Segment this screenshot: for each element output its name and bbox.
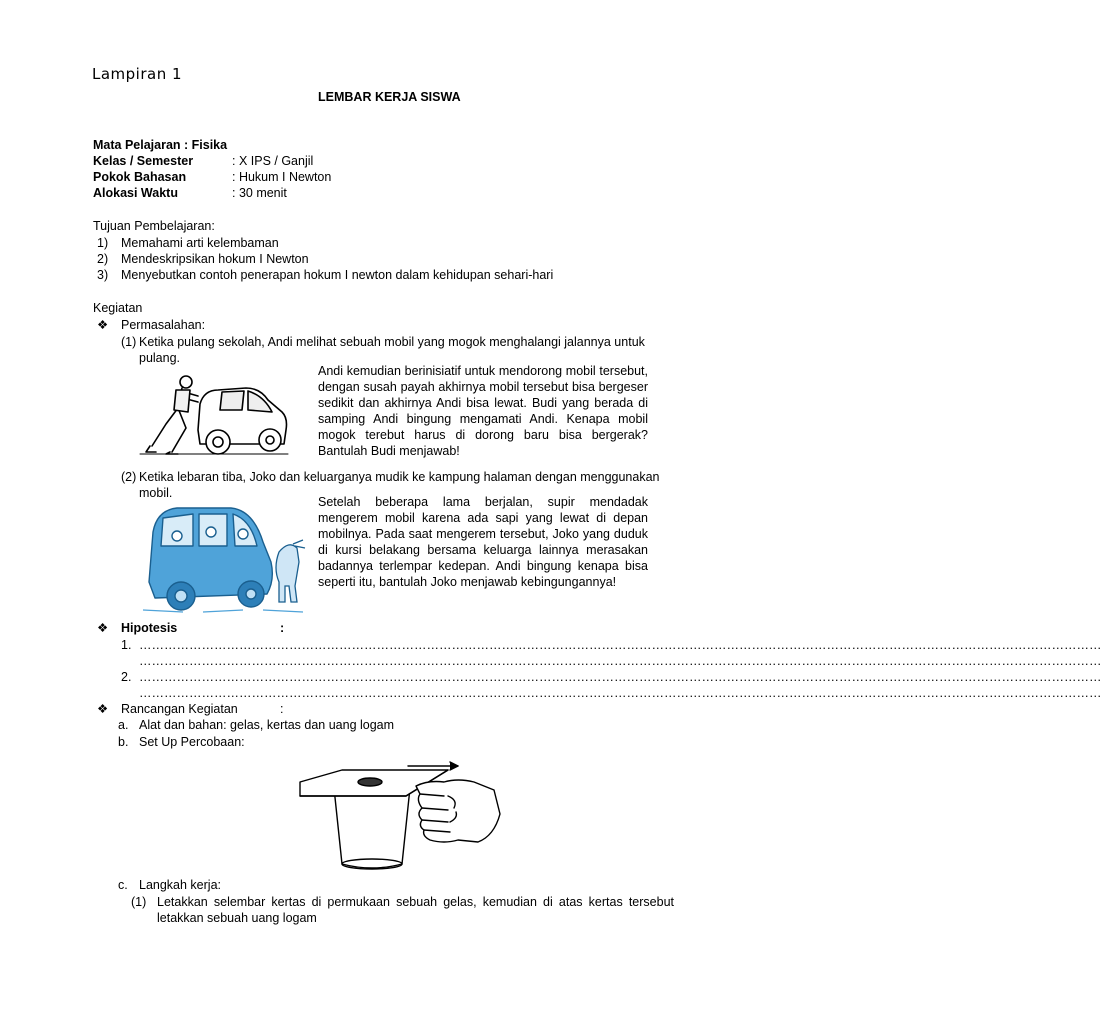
objective-num: 1) — [97, 236, 109, 250]
answer-line[interactable]: …………………………………………………………………………………………………………………………………………………………………………………………………………… — [139, 686, 1102, 700]
list-letter: b. — [118, 735, 129, 749]
design-colon: : — [280, 702, 284, 716]
objectives-heading: Tujuan Pembelajaran: — [93, 219, 215, 233]
list-letter: a. — [118, 718, 129, 732]
diamond-bullet-icon: ❖ — [97, 621, 109, 635]
glass-paper-coin-illustration — [298, 756, 503, 876]
problem1-line1: Ketika pulang sekolah, Andi melihat sebuah mobil yang mogok menghalangi jalannya untuk — [139, 335, 645, 349]
answer-line[interactable]: …………………………………………………………………………………………………………………………………………………………………………………………………………… — [139, 638, 1102, 652]
hypothesis-num: 1. — [121, 638, 132, 652]
steps-label: Langkah kerja: — [139, 878, 222, 892]
objective-num: 2) — [97, 252, 109, 266]
subject-label: Mata Pelajaran : Fisika — [93, 138, 228, 152]
problem2-line1: Ketika lebaran tiba, Joko dan keluarganya mudik ke kampung halaman dengan menggunakan — [139, 470, 660, 484]
step1-line2: letakkan sebuah uang logam — [157, 911, 317, 925]
problem2-description: Setelah beberapa lama berjalan, supir mendadak mengerem mobil karena ada sapi yang lewat di depan mobilnya. Pada saat mengerem tersebut, Joko yang duduk di kursi belakang bersama keluarga lainnya merasakan badannya terlempar kedepan. Andi bingung kenapa bisa seperti itu, bantulah Joko menjawab kebingungannya! — [318, 495, 648, 589]
problem-label: Permasalahan: — [121, 318, 206, 332]
list-letter: c. — [118, 878, 128, 892]
topic-label: Pokok Bahasan — [93, 170, 187, 184]
hypothesis-num: 2. — [121, 670, 132, 684]
materials-text: Alat dan bahan: gelas, kertas dan uang logam — [139, 718, 395, 732]
setup-label: Set Up Percobaan: — [139, 735, 245, 749]
problem1-description: Andi kemudian berinisiatif untuk mendorong mobil tersebut, dengan susah payah akhirnya mobil tersebut bisa bergeser sedikit dan akhirnya Andi bisa lewat. Budi yang berada di samping Andi bingung mengamati Andi. Kenapa mobil mogok terebut harus di dorong baru bisa bergerak? Bantulah Budi menjawab! — [318, 364, 648, 458]
attachment-label: Lampiran 1 — [92, 65, 183, 83]
hypothesis-colon: : — [280, 621, 285, 635]
diamond-bullet-icon: ❖ — [97, 318, 109, 332]
topic-value: : Hukum I Newton — [232, 170, 332, 184]
problem2-num: (2) — [121, 470, 137, 484]
answer-line[interactable]: …………………………………………………………………………………………………………………………………………………………………………………………………………… — [139, 654, 1102, 668]
objective-text: Mendeskripsikan hokum I Newton — [121, 252, 309, 266]
push-car-illustration — [138, 368, 293, 460]
problem1-line2: pulang. — [139, 351, 181, 365]
answer-line[interactable]: …………………………………………………………………………………………………………………………………………………………………………………………………………… — [139, 670, 1102, 684]
problem1-num: (1) — [121, 335, 137, 349]
class-value: : X IPS / Ganjil — [232, 154, 314, 168]
class-label: Kelas / Semester — [93, 154, 194, 168]
page-title: LEMBAR KERJA SISWA — [318, 90, 461, 104]
time-label: Alokasi Waktu — [93, 186, 178, 200]
problem2-line2: mobil. — [139, 486, 173, 500]
objective-num: 3) — [97, 268, 109, 282]
activities-heading: Kegiatan — [93, 301, 143, 315]
step1-line1: Letakkan selembar kertas di permukaan sebuah gelas, kemudian di atas kertas tersebut — [157, 895, 674, 909]
design-label: Rancangan Kegiatan — [121, 702, 238, 716]
hypothesis-label: Hipotesis — [121, 621, 178, 635]
time-value: : 30 menit — [232, 186, 287, 200]
objective-text: Memahami arti kelembaman — [121, 236, 279, 250]
step-num: (1) — [131, 895, 147, 909]
diamond-bullet-icon: ❖ — [97, 702, 109, 716]
objective-text: Menyebutkan contoh penerapan hokum I newton dalam kehidupan sehari-hari — [121, 268, 554, 282]
braking-car-illustration — [143, 502, 308, 614]
